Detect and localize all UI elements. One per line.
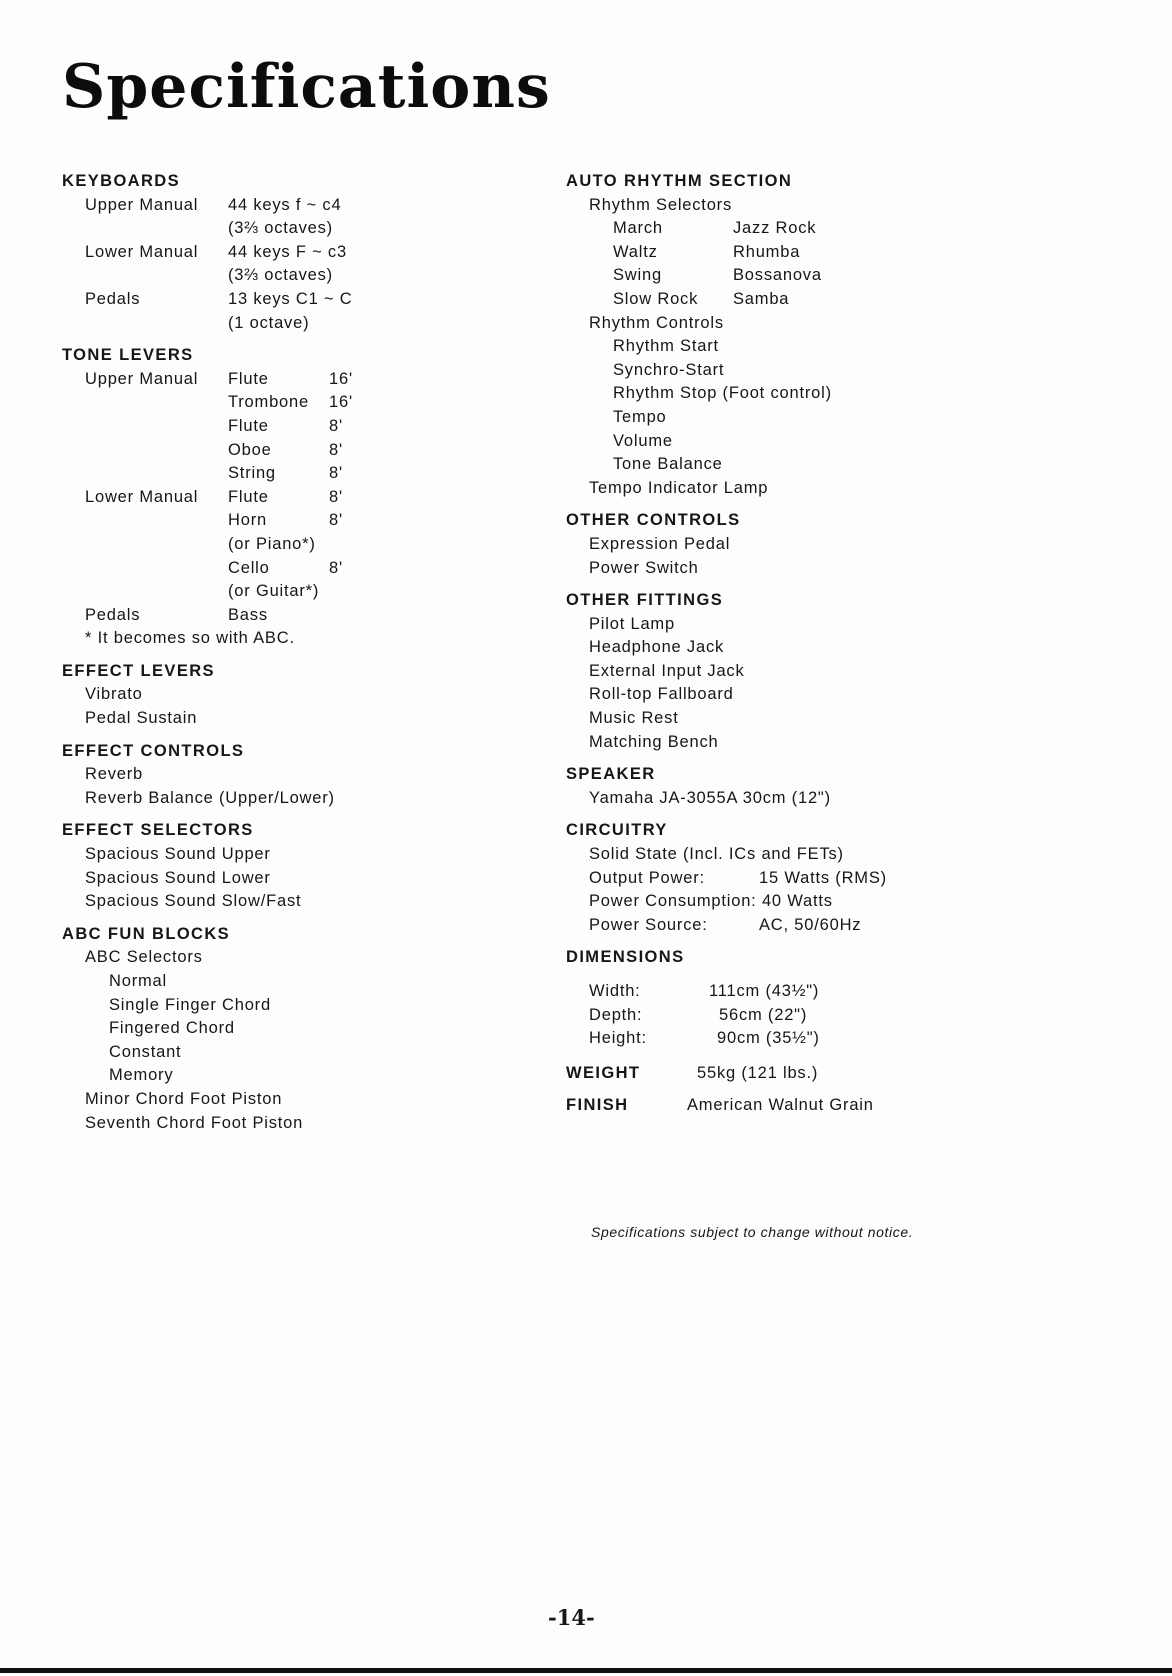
list-item: Memory — [109, 1066, 174, 1085]
rhythm-name: Samba — [733, 289, 790, 308]
spec-value: Power Consumption: 40 Watts — [589, 892, 833, 911]
tone-feet: 16' — [329, 369, 353, 388]
tone-feet: 16' — [329, 393, 353, 412]
list-item: Music Rest — [589, 709, 679, 728]
list-item: Spacious Sound Lower — [85, 868, 271, 887]
list-item: Tempo Indicator Lamp — [589, 478, 769, 497]
spec-label: Depth: — [589, 1005, 643, 1024]
tone-name: Flute — [228, 416, 269, 435]
section-heading: FINISH — [566, 1096, 629, 1115]
spec-value: 44 keys F ~ c3 — [228, 242, 347, 261]
spec-value: 90cm (35½") — [717, 1029, 820, 1048]
section-heading: CIRCUITRY — [566, 821, 668, 840]
circuitry-section — [566, 819, 1126, 937]
tone-feet: 8' — [329, 416, 343, 435]
spec-value: Yamaha JA-3055A 30cm (12") — [589, 788, 831, 807]
spec-value: (3⅔ octaves) — [228, 219, 333, 238]
tone-name: (or Guitar*) — [228, 582, 320, 601]
tone-name: Flute — [228, 369, 269, 388]
left-column — [62, 170, 522, 1135]
subheading: ABC Selectors — [85, 948, 203, 967]
section-heading: EFFECT SELECTORS — [62, 821, 254, 840]
auto-rhythm-section — [566, 170, 1126, 500]
spec-value: 56cm (22") — [719, 1005, 808, 1024]
rhythm-name: Slow Rock — [613, 289, 699, 308]
abc-fun-blocks-section — [62, 923, 522, 1135]
keyboards-section — [62, 170, 522, 335]
spec-value: (1 octave) — [228, 313, 310, 332]
tone-feet: 8' — [329, 487, 343, 506]
list-item: Vibrato — [85, 685, 143, 704]
spec-label: Lower Manual — [85, 487, 199, 506]
spec-value: Bass — [228, 605, 268, 624]
rhythm-name: Waltz — [613, 242, 658, 261]
other-controls-section — [566, 509, 1126, 580]
spec-label: Pedals — [85, 605, 141, 624]
list-item: Volume — [613, 431, 673, 450]
effect-controls-section — [62, 740, 522, 811]
finish-section — [566, 1094, 1126, 1118]
effect-selectors-section — [62, 819, 522, 913]
spec-label: Power Source: — [589, 915, 708, 934]
section-heading: ABC FUN BLOCKS — [62, 924, 231, 943]
other-fittings-section — [566, 589, 1126, 754]
list-item: Expression Pedal — [589, 534, 731, 553]
tone-levers-section — [62, 344, 522, 651]
page-title: Specifications — [62, 52, 551, 122]
list-item: Headphone Jack — [589, 638, 725, 657]
spec-label: Width: — [589, 982, 641, 1000]
list-item: Fingered Chord — [109, 1019, 235, 1038]
list-item: Power Switch — [589, 558, 699, 577]
tone-name: Oboe — [228, 440, 272, 459]
list-item: Reverb — [85, 765, 143, 784]
spec-label: Pedals — [85, 289, 141, 308]
list-item: Roll-top Fallboard — [589, 685, 734, 704]
abc-note: * It becomes so with ABC. — [85, 629, 295, 648]
right-column — [566, 170, 1126, 1118]
tone-feet: 8' — [329, 440, 343, 459]
section-heading: OTHER CONTROLS — [566, 511, 741, 530]
spec-label: Lower Manual — [85, 242, 199, 261]
list-item: Minor Chord Foot Piston — [85, 1089, 283, 1108]
spec-value: 15 Watts (RMS) — [759, 868, 887, 887]
dimensions-section — [566, 946, 1126, 1050]
list-item: Constant — [109, 1042, 182, 1061]
tone-name: Cello — [228, 558, 270, 577]
spec-value: 111cm (43½") — [709, 982, 820, 1000]
tone-feet: 8' — [329, 511, 343, 530]
rhythm-name: Rhumba — [733, 242, 801, 261]
list-item: Seventh Chord Foot Piston — [85, 1113, 304, 1132]
spec-label: Height: — [589, 1029, 647, 1048]
list-item: Rhythm Stop (Foot control) — [613, 384, 832, 403]
tone-feet: 8' — [329, 558, 343, 577]
list-item: Reverb Balance (Upper/Lower) — [85, 788, 335, 807]
list-item: Matching Bench — [589, 732, 719, 751]
spec-label: Upper Manual — [85, 195, 199, 214]
rhythm-name: Bossanova — [733, 266, 822, 285]
list-item: Pilot Lamp — [589, 614, 675, 633]
bottom-rule — [0, 1668, 1172, 1673]
section-heading: SPEAKER — [566, 765, 656, 784]
list-item: Spacious Sound Slow/Fast — [85, 892, 302, 911]
spec-value: 44 keys f ~ c4 — [228, 195, 342, 214]
tone-name: (or Piano*) — [228, 534, 316, 553]
subheading: Rhythm Controls — [589, 313, 724, 332]
tone-name: Flute — [228, 487, 269, 506]
spec-value: American Walnut Grain — [687, 1096, 874, 1115]
rhythm-name: March — [613, 219, 663, 238]
rhythm-name: Swing — [613, 266, 662, 285]
list-item: Normal — [109, 972, 167, 990]
tone-name: Trombone — [228, 393, 309, 412]
spec-value: (3⅔ octaves) — [228, 266, 333, 285]
list-item: Spacious Sound Upper — [85, 845, 271, 864]
spec-value: Solid State (Incl. ICs and FETs) — [589, 845, 844, 864]
list-item: Pedal Sustain — [85, 709, 198, 728]
page-number: -14- — [548, 1605, 595, 1630]
section-heading: EFFECT CONTROLS — [62, 741, 245, 760]
spec-label: Upper Manual — [85, 369, 199, 388]
list-item: External Input Jack — [589, 661, 745, 680]
section-heading: EFFECT LEVERS — [62, 661, 215, 680]
speaker-section — [566, 763, 1126, 810]
list-item: Single Finger Chord — [109, 995, 271, 1014]
spec-value: AC, 50/60Hz — [759, 915, 862, 934]
list-item: Synchro-Start — [613, 360, 725, 379]
section-heading: OTHER FITTINGS — [566, 591, 724, 610]
weight-section — [566, 1062, 1126, 1086]
list-item: Tone Balance — [613, 455, 723, 474]
spec-value: 13 keys C1 ~ C — [228, 289, 353, 308]
tone-name: String — [228, 464, 276, 483]
footnote: Specifications subject to change without notice. — [591, 1224, 914, 1240]
subheading: Rhythm Selectors — [589, 195, 733, 214]
spec-value: 55kg (121 lbs.) — [697, 1063, 819, 1082]
section-heading: DIMENSIONS — [566, 948, 685, 967]
effect-levers-section — [62, 660, 522, 731]
section-heading: WEIGHT — [566, 1063, 641, 1082]
list-item: Rhythm Start — [613, 337, 719, 356]
list-item: Tempo — [613, 407, 667, 426]
tone-feet: 8' — [329, 464, 343, 483]
spec-label: Output Power: — [589, 868, 705, 887]
section-heading: TONE LEVERS — [62, 346, 194, 365]
section-heading: AUTO RHYTHM SECTION — [566, 172, 793, 190]
rhythm-name: Jazz Rock — [733, 219, 817, 238]
tone-name: Horn — [228, 511, 267, 530]
section-heading: KEYBOARDS — [62, 172, 181, 190]
